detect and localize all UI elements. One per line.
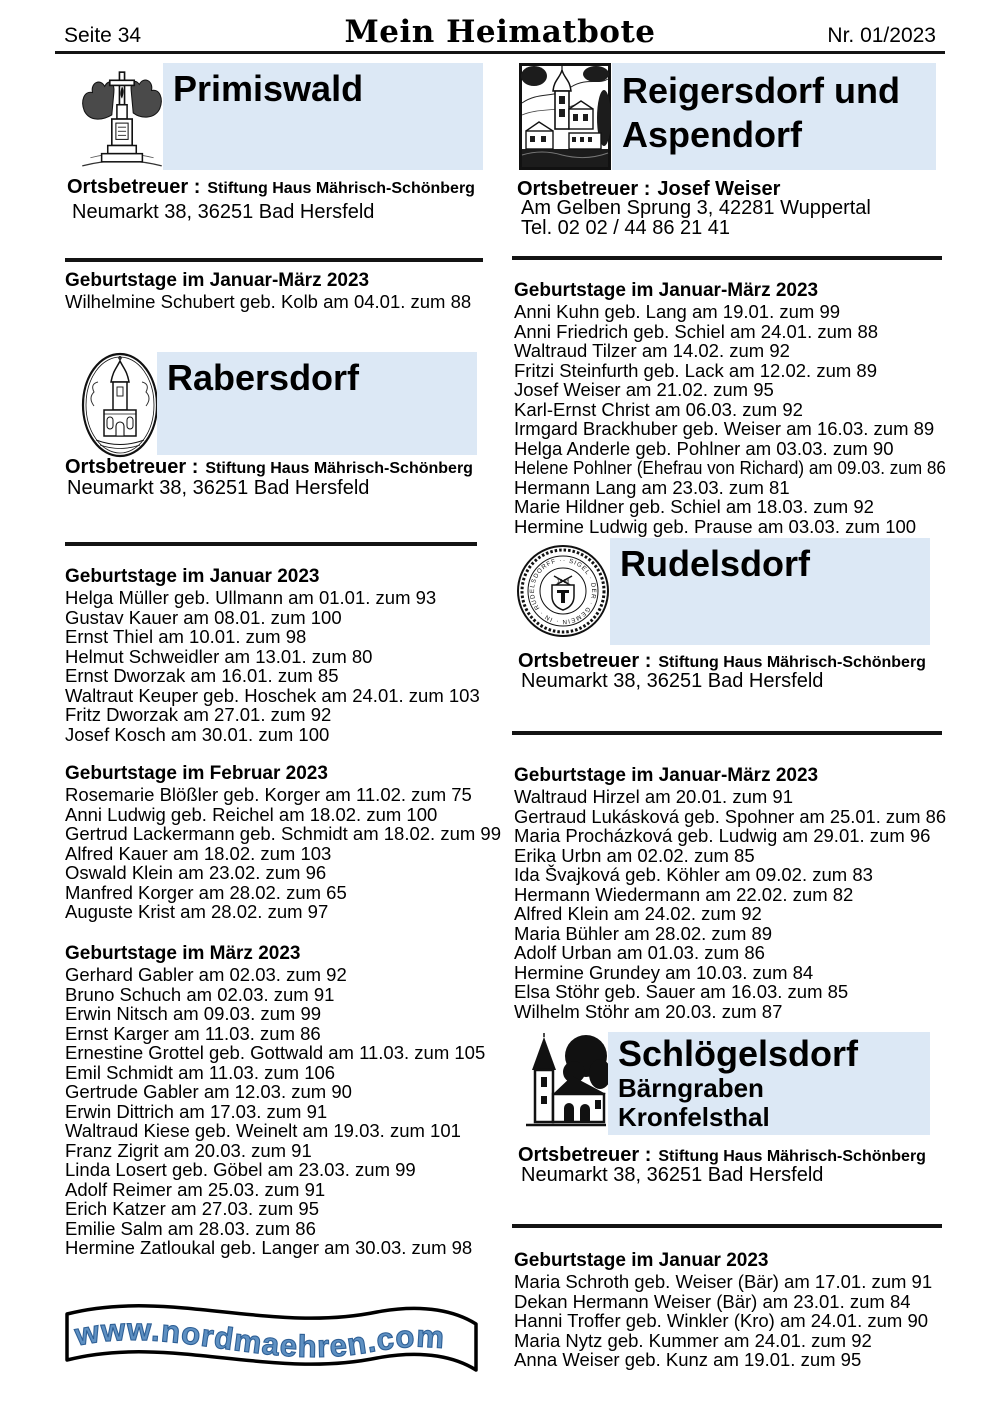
section-rule — [512, 731, 942, 735]
section-title-reigersdorf-line1: Reigersdorf und — [622, 70, 901, 111]
rabersdorf-birthdays-february — [65, 763, 505, 922]
birthday-entry: Josef Kosch am 30.01. zum 100 — [65, 723, 330, 745]
birthday-entry: Hermann Wiedermann am 22.02. zum 82 — [514, 883, 854, 905]
birthday-entry: Oswald Klein am 23.02. zum 96 — [65, 862, 327, 883]
birthday-entry: Ernst Karger am 11.03. zum 86 — [65, 1022, 321, 1044]
birthday-entry: Wilhelmine Schubert geb. Kolb am 04.01. zum 88 — [65, 291, 472, 312]
reigersdorf-address — [521, 198, 871, 238]
page-number: Seite 34 — [64, 24, 142, 47]
birthday-entry: Linda Losert geb. Göbel am 23.03. zum 99 — [65, 1159, 416, 1180]
website-banner — [58, 1282, 485, 1382]
section-subtitle-baerngraben: Bärngraben — [618, 1073, 764, 1103]
schloegelsdorf-address: Neumarkt 38, 36251 Bad Hersfeld — [521, 1164, 824, 1186]
birthday-entry: Elsa Stöhr geb. Sauer am 16.03. zum 85 — [514, 981, 849, 1002]
birthday-entry: Hanni Troffer geb. Winkler (Kro) am 24.01. zum 90 — [514, 1310, 929, 1331]
rabersdorf-title-block — [157, 352, 477, 455]
primiswald-wayside-cross-image — [80, 64, 164, 172]
birthday-entry: Gustav Kauer am 08.01. zum 100 — [65, 606, 342, 628]
caretaker-label: Ortsbetreuer : — [518, 1144, 652, 1166]
birthday-entry: Maria Bühler am 28.02. zum 89 — [514, 922, 773, 944]
section-title-primiswald: Primiswald — [173, 68, 364, 109]
birthday-entry: Helga Müller geb. Ullmann am 01.01. zum 93 — [65, 587, 437, 608]
svg-text:18 98: 18 98 — [556, 579, 570, 585]
birthday-entry: Franz Zigrit am 20.03. zum 91 — [65, 1139, 312, 1161]
section-title-schloegelsdorf: Schlögelsdorf — [618, 1033, 859, 1074]
reigersdorf-village-image — [519, 63, 611, 170]
section-rule — [512, 1224, 942, 1228]
birthday-entry: Fritzi Steinfurth geb. Lack am 12.02. zum 89 — [514, 359, 877, 381]
rudelsdorf-birthdays — [514, 765, 946, 1021]
birthday-entry: Waltraud Tilzer am 14.02. zum 92 — [514, 340, 790, 361]
birthday-entry: Anni Kuhn geb. Lang am 19.01. zum 99 — [514, 301, 841, 322]
birthday-entry: Emil Schmidt am 11.03. zum 106 — [65, 1061, 336, 1083]
birthday-entry: Karl-Ernst Christ am 06.03. zum 92 — [514, 398, 803, 420]
section-rule — [65, 258, 483, 262]
schloegelsdorf-church-image — [522, 1032, 608, 1136]
caretaker-label: Ortsbetreuer : — [518, 650, 652, 672]
birthday-entry: Waltraud Kiese geb. Weinelt am 19.03. zum 101 — [65, 1120, 461, 1141]
birthday-group-heading: Geburtstage im Januar-März 2023 — [514, 765, 819, 786]
birthday-entry: Ernst Thiel am 10.01. zum 98 — [65, 626, 307, 647]
address-line: Am Gelben Sprung 3, 42281 Wuppertal — [521, 197, 871, 219]
birthday-entry: Maria Procházková geb. Ludwig am 29.01. zum 96 — [514, 825, 931, 846]
caretaker-name: Stiftung Haus Mährisch-Schönberg — [658, 654, 926, 671]
birthday-entry: Rosemarie Blößler geb. Korger am 11.02. zum 75 — [65, 784, 472, 805]
section-title-rudelsdorf: Rudelsdorf — [620, 543, 811, 584]
primiswald-title-block — [163, 63, 483, 170]
birthday-entry: Gerhard Gabler am 02.03. zum 92 — [65, 964, 347, 985]
caretaker-name: Stiftung Haus Mährisch-Schönberg — [658, 1148, 926, 1165]
reigersdorf-title-block — [612, 63, 936, 170]
birthday-entry: Gertrude Gabler am 12.03. zum 90 — [65, 1081, 352, 1102]
birthday-entry: Adolf Urban am 01.03. zum 86 — [514, 942, 765, 963]
birthday-group-heading: Geburtstage im Februar 2023 — [65, 763, 328, 784]
birthday-entry: Maria Nytz geb. Kummer am 24.01. zum 92 — [514, 1329, 872, 1351]
issue-number: Nr. 01/2023 — [827, 24, 936, 47]
birthday-entry: Hermann Lang am 23.03. zum 81 — [514, 476, 790, 498]
rudelsdorf-address: Neumarkt 38, 36251 Bad Hersfeld — [521, 670, 824, 692]
schloegelsdorf-title-block — [608, 1032, 930, 1135]
rabersdorf-birthdays-march — [65, 943, 505, 1258]
rabersdorf-church-image — [80, 352, 160, 458]
primiswald-caretaker — [67, 176, 475, 199]
caretaker-name: Josef Weiser — [657, 178, 781, 200]
birthday-group-heading: Geburtstage im Januar-März 2023 — [65, 270, 370, 291]
birthday-entry: Helmut Schweidler am 13.01. zum 80 — [65, 645, 373, 667]
address-line: Tel. 02 02 / 44 86 21 41 — [521, 217, 731, 239]
birthday-entry: Irmgard Brackhuber geb. Weiser am 16.03. zum 89 — [514, 418, 935, 439]
birthday-entry: Ida Švajková geb. Köhler am 09.02. zum 83 — [514, 864, 873, 885]
birthday-group-heading: Geburtstage im Januar 2023 — [514, 1250, 769, 1271]
birthday-entry: Josef Weiser am 21.02. zum 95 — [514, 379, 774, 400]
caretaker-name: Stiftung Haus Mährisch-Schönberg — [205, 460, 473, 477]
section-rule — [65, 542, 477, 546]
birthday-entry: Maria Schroth geb. Weiser (Bär) am 17.01. zum 91 — [514, 1271, 933, 1292]
rudelsdorf-seal-image — [516, 540, 610, 642]
birthday-entry: Erika Urbn am 02.02. zum 85 — [514, 844, 755, 866]
birthday-entry: Erich Katzer am 27.03. zum 95 — [65, 1198, 319, 1219]
birthday-entry: Anni Friedrich geb. Schiel am 24.01. zum 88 — [514, 320, 879, 342]
birthday-entry: Waltraut Keuper geb. Hoschek am 24.01. zum 103 — [65, 684, 480, 706]
schloegelsdorf-birthdays — [514, 1250, 946, 1370]
birthday-entry: Helene Pohlner (Ehefrau von Richard) am 09.03. zum 86 — [514, 457, 946, 478]
birthday-entry: Waltraud Hirzel am 20.01. zum 91 — [514, 786, 793, 807]
birthday-entry: Gertraud Lukásková geb. Spohner am 25.01. zum 86 — [514, 805, 947, 827]
birthday-entry: Gertrud Lackermann geb. Schmidt am 18.02. zum 99 — [65, 823, 501, 844]
caretaker-label: Ortsbetreuer : — [67, 176, 201, 198]
rabersdorf-birthdays-january — [65, 566, 505, 744]
primiswald-birthdays — [65, 270, 505, 312]
birthday-entry: Wilhelm Stöhr am 20.03. zum 87 — [514, 1000, 783, 1022]
section-title-reigersdorf-line2: Aspendorf — [622, 114, 802, 155]
masthead-title: Mein Heimatbote — [344, 14, 656, 50]
birthday-entry: Erwin Nitsch am 09.03. zum 99 — [65, 1003, 322, 1024]
birthday-entry: Bruno Schuch am 02.03. zum 91 — [65, 983, 335, 1005]
birthday-entry: Ernst Dworzak am 16.01. zum 85 — [65, 665, 339, 686]
birthday-entry: Anni Ludwig geb. Reichel am 18.02. zum 100 — [65, 803, 438, 825]
birthday-entry: Emilie Salm am 28.03. zum 86 — [65, 1217, 316, 1239]
birthday-entry: Auguste Krist am 28.02. zum 97 — [65, 901, 329, 922]
website-url-text: www.nordmaehren.com — [72, 1311, 447, 1365]
section-subtitle-kronfelsthal: Kronfelsthal — [618, 1102, 770, 1132]
section-title-rabersdorf: Rabersdorf — [167, 357, 360, 398]
birthday-entry: Hermine Zatloukal geb. Langer am 30.03. zum 98 — [65, 1237, 473, 1258]
section-rule — [512, 256, 942, 260]
reigersdorf-birthdays — [514, 280, 946, 536]
birthday-entry: Helga Anderle geb. Pohlner am 03.03. zum 90 — [514, 437, 894, 459]
primiswald-address: Neumarkt 38, 36251 Bad Hersfeld — [72, 201, 375, 223]
caretaker-label: Ortsbetreuer : — [65, 456, 199, 478]
header-rule — [55, 51, 945, 54]
birthday-entry: Erwin Dittrich am 17.03. zum 91 — [65, 1100, 328, 1122]
birthday-entry: Alfred Klein am 24.02. zum 92 — [514, 903, 762, 924]
birthday-entry: Alfred Kauer am 18.02. zum 103 — [65, 842, 332, 864]
birthday-entry: Fritz Dworzak am 27.01. zum 92 — [65, 704, 332, 725]
birthday-group-heading: Geburtstage im Januar 2023 — [65, 566, 320, 587]
birthday-entry: Manfred Korger am 28.02. zum 65 — [65, 881, 347, 903]
caretaker-label: Ortsbetreuer : — [517, 178, 651, 200]
birthday-group-heading: Geburtstage im März 2023 — [65, 943, 301, 964]
birthday-entry: Anna Weiser geb. Kunz am 19.01. zum 95 — [514, 1349, 862, 1370]
birthday-entry: Dekan Hermann Weiser (Bär) am 23.01. zum 84 — [514, 1290, 911, 1312]
birthday-entry: Hermine Grundey am 10.03. zum 84 — [514, 961, 814, 983]
birthday-entry: Ernestine Grottel geb. Gottwald am 11.03. zum 105 — [65, 1042, 486, 1063]
birthday-group-heading: Geburtstage im Januar-März 2023 — [514, 280, 819, 301]
caretaker-name: Stiftung Haus Mährisch-Schönberg — [207, 180, 475, 197]
rabersdorf-caretaker — [65, 456, 473, 479]
birthday-entry: Adolf Reimer am 25.03. zum 91 — [65, 1178, 326, 1200]
seal-ring-text: · SIGEL · DER · GEMEIN · IN · RUDELSDORFF · — [528, 556, 597, 626]
rabersdorf-address: Neumarkt 38, 36251 Bad Hersfeld — [67, 477, 370, 499]
birthday-entry: Marie Hildner geb. Schiel am 18.03. zum 92 — [514, 496, 874, 517]
birthday-entry: Hermine Ludwig geb. Prause am 03.03. zum 100 — [514, 515, 917, 537]
rudelsdorf-title-block — [610, 538, 930, 645]
